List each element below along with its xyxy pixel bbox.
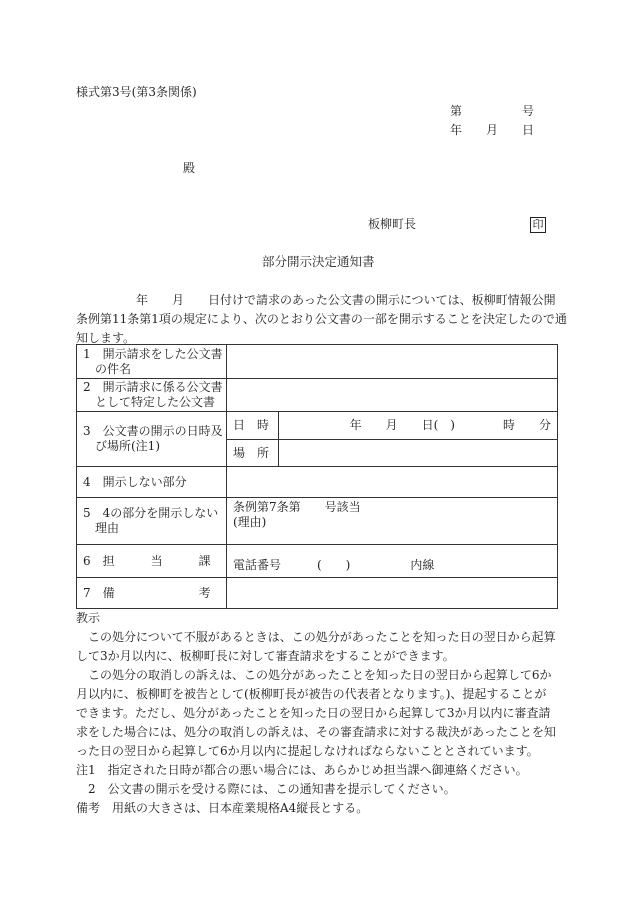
note-2: 2 公文書の開示を受ける際には、この通知書を提示してください。 xyxy=(76,782,456,796)
table-row xyxy=(77,412,558,440)
intro-line-2: 条例第11条第1項の規定により、次のとおり公文書の一部を開示することを決定したので通 xyxy=(76,312,567,326)
row-label-subject: 1 開示請求をした公文書 の件名 xyxy=(77,345,227,379)
instruction-paragraph-2: この処分の取消しの訴えは、この処分があったことを知った日の翌日から起算して6か月以内に、板柳町を被告として(板柳町長が被告の代表者となります。)、提起することができます。ただし、処分があったことを知った日の翌日から起算して3か月以内に審査請求をした場合には、処分の取消しの訴えは、その審査請求に対する裁決があったことを知った日の翌日から起算して6か月以内に提起しなければならないこととされています。 xyxy=(76,668,556,758)
row-label-undisclosed-part: 4 開示しない部分 xyxy=(77,467,227,498)
table-row xyxy=(77,467,558,498)
table-row xyxy=(77,379,558,412)
note-1: 注1 指定された日時が都合の悪い場合には、あらかじめ担当課へ御連絡ください。 xyxy=(76,763,528,777)
row-label-specified-document: 2 開示請求に係る公文書 として特定した公文書 xyxy=(77,379,227,412)
row-value-subject[interactable] xyxy=(227,345,558,379)
sub-label-place: 場 所 xyxy=(227,440,279,467)
form-number: 様式第3号(第3条関係) xyxy=(76,85,197,99)
remark: 備考 用紙の大きさは、日本産業規格A4縦長とする。 xyxy=(76,801,369,815)
instruction-heading: 教示 xyxy=(76,611,101,625)
row-label-remarks: 7 備 考 xyxy=(77,578,227,609)
intro-line-3: 知します。 xyxy=(76,331,136,345)
document-title: 部分開示決定通知書 xyxy=(262,254,375,269)
row-value-remarks[interactable] xyxy=(227,578,558,609)
notification-form-table xyxy=(76,344,558,609)
intro-line-1: 年 月 日付けで請求のあった公文書の開示については、板柳町情報公開 xyxy=(76,293,556,307)
sub-label-datetime: 日 時 xyxy=(227,412,279,440)
row-value-department[interactable]: 電話番号 ( ) 内線 xyxy=(227,545,558,578)
row-value-undisclosed-part[interactable] xyxy=(227,467,558,498)
row-label-nondisclosure-reason: 5 4の部分を開示しない 理由 xyxy=(77,498,227,545)
row-value-nondisclosure-reason[interactable]: 条例第7条第 号該当 (理由) xyxy=(227,498,558,545)
place-value[interactable] xyxy=(279,440,558,467)
datetime-value[interactable]: 年 月 日( ) 時 分 xyxy=(279,412,558,440)
seal-mark: 印 xyxy=(530,217,546,233)
addressee-suffix: 殿 xyxy=(183,161,196,175)
issuer-name: 板柳町長 xyxy=(368,217,417,231)
table-row xyxy=(77,498,558,545)
row-label-department: 6 担 当 課 xyxy=(77,545,227,578)
row-label-disclosure-datetime-place: 3 公文書の開示の日時及 び場所(注1) xyxy=(77,412,227,467)
document-number-line: 第 号 xyxy=(450,104,535,118)
table-row xyxy=(77,578,558,609)
table-row xyxy=(77,345,558,379)
table-row xyxy=(77,545,558,578)
row-value-specified-document[interactable] xyxy=(227,379,558,412)
date-line: 年 月 日 xyxy=(450,123,535,137)
instruction-paragraph-1: この処分について不服があるときは、この処分があったことを知った日の翌日から起算して3か月以内に、板柳町長に対して審査請求をすることができます。 xyxy=(76,630,556,663)
